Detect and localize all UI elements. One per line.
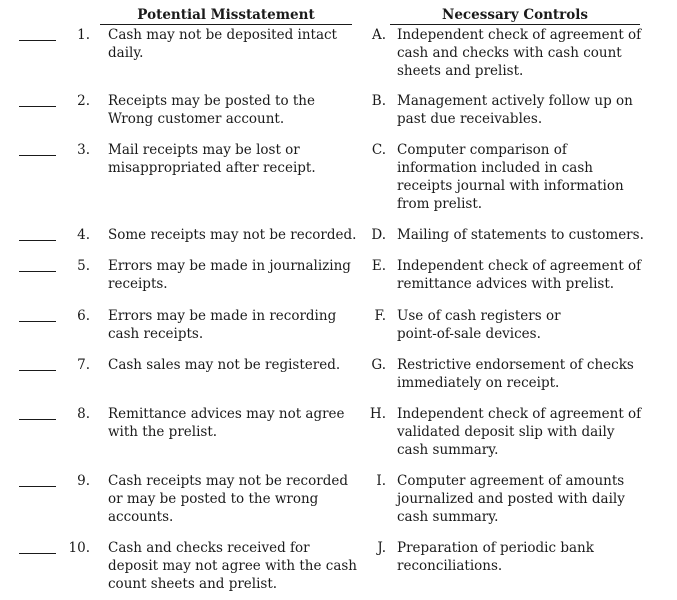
answer-blank-8[interactable] bbox=[19, 419, 56, 420]
answer-blank-4[interactable] bbox=[19, 240, 56, 241]
answer-blank-1[interactable] bbox=[19, 40, 56, 41]
item-number: 9. bbox=[77, 473, 90, 489]
control-letter: C. bbox=[371, 142, 386, 158]
control-text: Computer comparison of information included in cash receipts journal with information from prelist. bbox=[397, 142, 624, 212]
answer-blank-3[interactable] bbox=[19, 155, 56, 156]
answer-blank-2[interactable] bbox=[19, 106, 56, 107]
answer-blank-7[interactable] bbox=[19, 370, 56, 371]
item-number: 7. bbox=[77, 357, 90, 373]
item-number: 8. bbox=[77, 406, 90, 422]
misstatement-text: Some receipts may not be recorded. bbox=[108, 227, 357, 243]
control-text: Restrictive endorsement of checks immediately on receipt. bbox=[397, 357, 634, 391]
control-letter: F. bbox=[374, 308, 386, 324]
misstatement-text: Cash may not be deposited intact daily. bbox=[108, 27, 337, 61]
control-letter: E. bbox=[371, 258, 386, 274]
misstatement-column-header: Potential Misstatement bbox=[137, 7, 315, 23]
misstatement-text: Errors may be made in recording cash receipts. bbox=[108, 308, 337, 342]
misstatement-text: Errors may be made in journalizing receipts. bbox=[108, 258, 351, 292]
control-letter: H. bbox=[369, 406, 386, 422]
misstatement-text: Mail receipts may be lost or misappropriated after receipt. bbox=[108, 142, 316, 176]
controls-column-header: Necessary Controls bbox=[442, 7, 588, 23]
control-letter: D. bbox=[371, 227, 386, 243]
misstatement-header-underline bbox=[100, 24, 352, 25]
control-text: Use of cash registers or point-of-sale devices. bbox=[397, 308, 561, 342]
control-letter: G. bbox=[371, 357, 386, 373]
control-letter: J. bbox=[377, 540, 386, 556]
item-number: 4. bbox=[77, 227, 90, 243]
item-number: 1. bbox=[77, 27, 90, 43]
control-letter: B. bbox=[371, 93, 386, 109]
item-number: 10. bbox=[68, 540, 90, 556]
control-text: Independent check of agreement of remittance advices with prelist. bbox=[397, 258, 642, 292]
answer-blank-10[interactable] bbox=[19, 553, 56, 554]
item-number: 6. bbox=[77, 308, 90, 324]
misstatement-text: Cash receipts may not be recorded or may be posted to the wrong accounts. bbox=[108, 473, 348, 525]
control-text: Computer agreement of amounts journalized and posted with daily cash summary. bbox=[397, 473, 625, 525]
misstatement-text: Cash sales may not be registered. bbox=[108, 357, 341, 373]
control-text: Management actively follow up on past due receivables. bbox=[397, 93, 633, 127]
control-letter: A. bbox=[371, 27, 386, 43]
item-number: 3. bbox=[77, 142, 90, 158]
misstatement-text: Receipts may be posted to the Wrong customer account. bbox=[108, 93, 315, 127]
control-text: Independent check of agreement of validated deposit slip with daily cash summary. bbox=[397, 406, 642, 458]
control-text: Mailing of statements to customers. bbox=[397, 227, 644, 243]
control-letter: I. bbox=[376, 473, 386, 489]
answer-blank-5[interactable] bbox=[19, 271, 56, 272]
item-number: 5. bbox=[77, 258, 90, 274]
item-number: 2. bbox=[77, 93, 90, 109]
misstatement-text: Remittance advices may not agree with the prelist. bbox=[108, 406, 345, 440]
controls-header-underline bbox=[390, 24, 640, 25]
answer-blank-9[interactable] bbox=[19, 486, 56, 487]
control-text: Independent check of agreement of cash and checks with cash count sheets and prelist. bbox=[397, 27, 642, 79]
answer-blank-6[interactable] bbox=[19, 321, 56, 322]
control-text: Preparation of periodic bank reconciliations. bbox=[397, 540, 594, 574]
misstatement-text: Cash and checks received for deposit may not agree with the cash count sheets and prelist. bbox=[108, 540, 357, 592]
